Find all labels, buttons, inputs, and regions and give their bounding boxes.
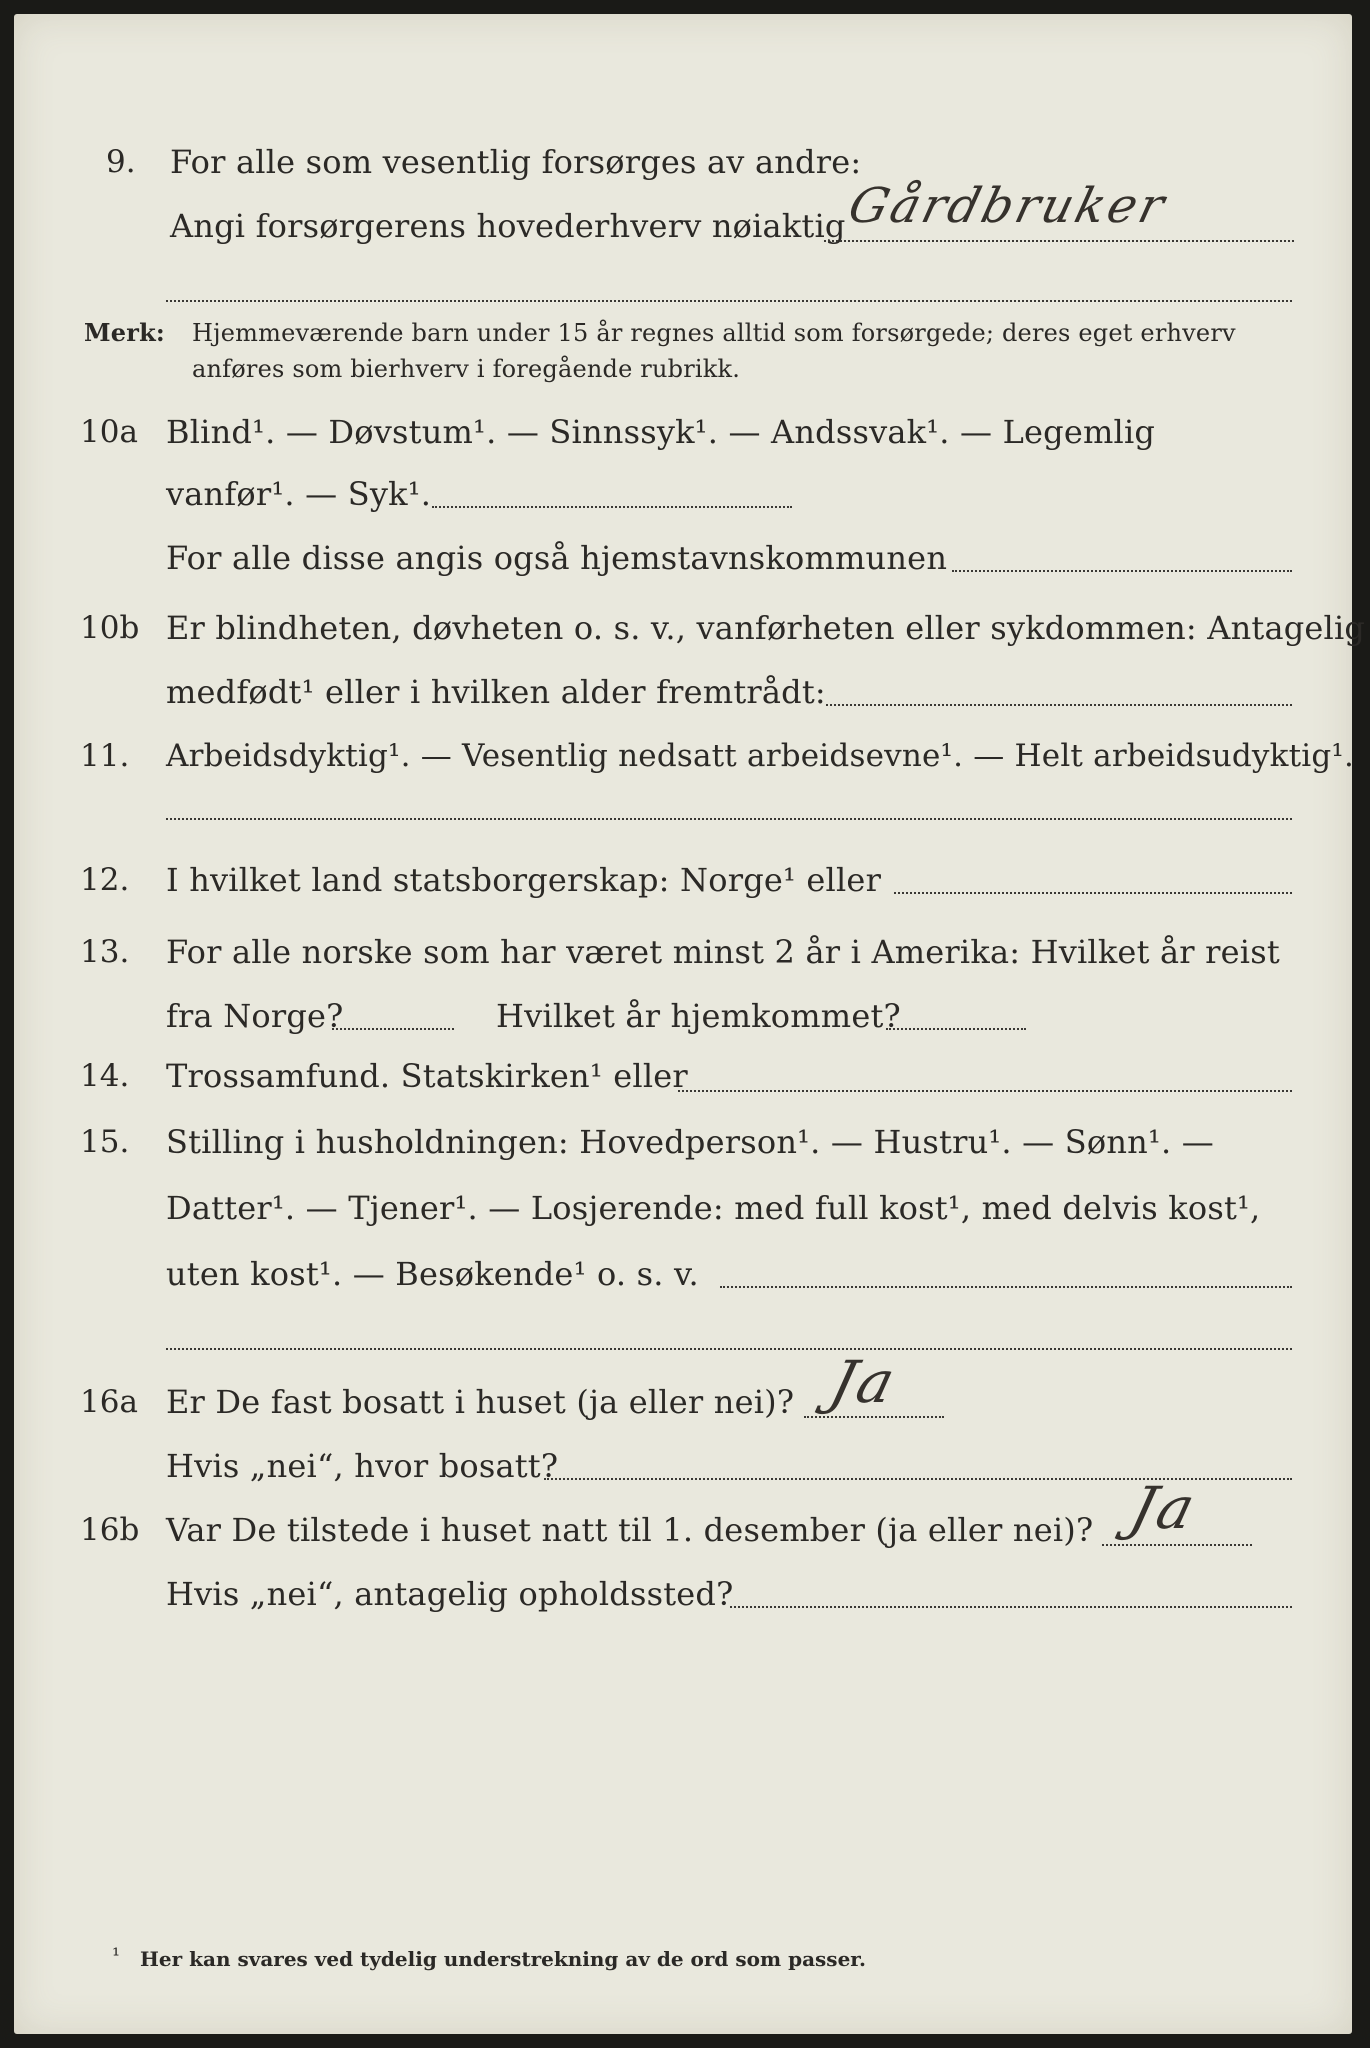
q10a-text-line1: Blind¹. — Døvstum¹. — Sinnssyk¹. — Andssvak¹. — Legemlig [166,413,1156,451]
q16a-answer-line [804,1416,944,1418]
census-form-page [14,14,1366,2034]
q9-answer-line [824,240,1294,242]
q13-hjemkommet-line [886,1028,1026,1030]
q10b-answer-line [826,704,1292,706]
q12-text-line1: I hvilket land statsborgerskap: Norge¹ eller [166,861,882,899]
q10b-number: 10b [80,610,140,646]
q11-number: 11. [80,738,130,774]
q9-handwritten-answer: Gårdbruker [843,178,1173,234]
q16a-handwritten-answer: Ja [823,1348,905,1416]
q11-answer-line [166,818,1292,820]
q13-text-line2b: Hvilket år hjemkommet? [496,997,901,1035]
q16b-opholdssted-line [730,1606,1292,1608]
q13-text-line2a: fra Norge? [166,997,344,1035]
q16b-text-line2: Hvis „nei“, antagelig opholdssted? [166,1575,734,1613]
q15-answer-line [720,1286,1292,1288]
q16b-text-line1: Var De tilstede i huset natt til 1. desember (ja eller nei)? [166,1511,1094,1549]
q10a-text-line3: For alle disse angis også hjemstavnskommunen [166,539,948,577]
q10a-number: 10a [80,414,138,450]
q13-number: 13. [80,934,130,970]
q9-extra-line [166,300,1292,302]
q16a-text-line1: Er De fast bosatt i huset (ja eller nei)? [166,1383,795,1421]
q14-answer-line [678,1090,1292,1092]
q9-text-line1: For alle som vesentlig forsørges av andre: [170,143,862,181]
q12-answer-line [894,892,1292,894]
q13-text-line1: For alle norske som har været minst 2 år i Amerika: Hvilket år reist [166,933,1280,971]
q13-reist-line [332,1028,454,1030]
q10b-text-line1: Er blindheten, døvheten o. s. v., vanførheten eller sykdommen: Antagelig [166,609,1366,647]
q16b-number: 16b [80,1512,140,1548]
merk-text-line2: anføres som bierhverv i foregående rubrikk. [192,355,741,383]
merk-text-line1: Hjemmeværende barn under 15 år regnes alltid som forsørgede; deres eget erhverv [192,319,1236,347]
q15-text-line1: Stilling i husholdningen: Hovedperson¹. — Hustru¹. — Sønn¹. — [166,1123,1214,1161]
q16a-text-line2: Hvis „nei“, hvor bosatt? [166,1447,559,1485]
q16b-handwritten-answer: Ja [1123,1474,1205,1542]
q11-text-line1: Arbeidsdyktig¹. — Vesentlig nedsatt arbeidsevne¹. — Helt arbeidsudyktig¹. [166,738,1355,774]
q9-number: 9. [106,144,136,180]
q10a-text-line2: vanfør¹. — Syk¹. [166,475,432,513]
q14-number: 14. [80,1058,130,1094]
q10a-hjemstavn-line [952,570,1292,572]
q9-text-line2: Angi forsørgerens hovederhverv nøiaktig [170,207,846,245]
footnote-text: Her kan svares ved tydelig understrekning av de ord som passer. [140,1947,866,1971]
q14-text-line1: Trossamfund. Statskirken¹ eller [166,1057,688,1095]
q16a-number: 16a [80,1384,138,1420]
q10b-text-line2: medfødt¹ eller i hvilken alder fremtrådt: [166,673,826,711]
q15-text-line3: uten kost¹. — Besøkende¹ o. s. v. [166,1255,699,1293]
footnote-mark: ¹ [112,1943,121,1967]
q10a-syk-line [432,506,792,508]
q15-text-line2: Datter¹. — Tjener¹. — Losjerende: med full kost¹, med delvis kost¹, [166,1189,1261,1227]
q15-number: 15. [80,1124,130,1160]
q15-extra-line [166,1348,1292,1350]
merk-label: Merk: [84,318,165,347]
q16b-answer-line [1102,1544,1252,1546]
q12-number: 12. [80,862,130,898]
